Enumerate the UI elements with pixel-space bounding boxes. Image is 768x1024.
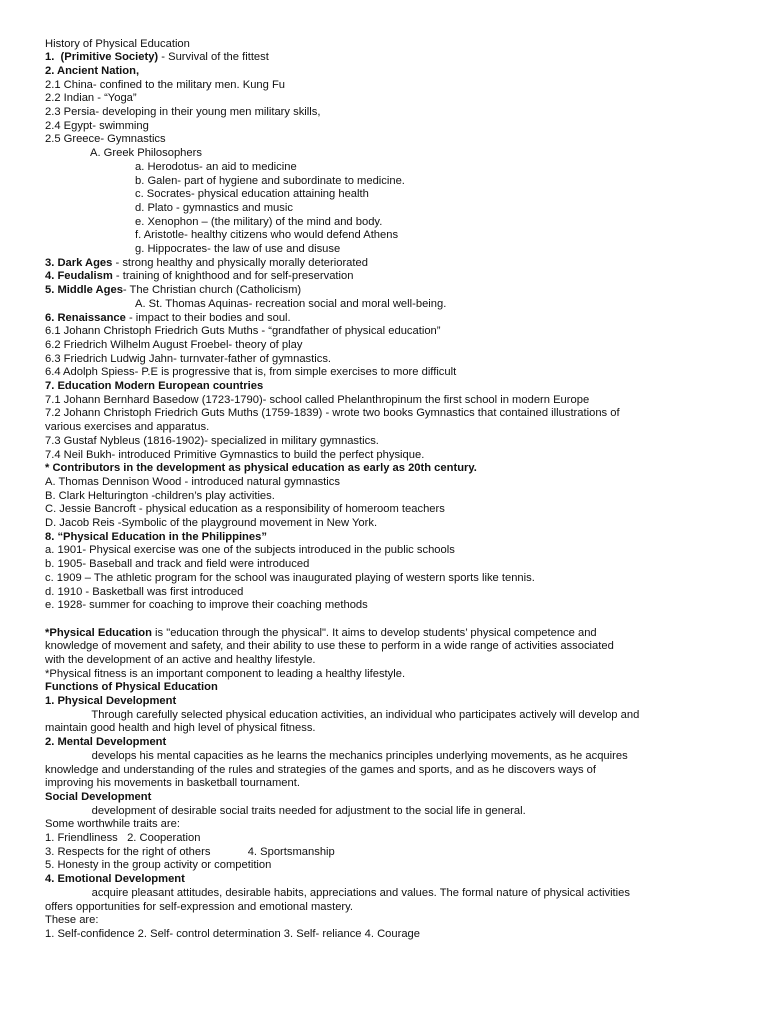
text-line — [45, 832, 728, 846]
text-line — [45, 394, 728, 408]
text-line — [45, 257, 728, 271]
text: *Physical fitness is an important component to leading a healthy lifestyle. — [45, 667, 406, 680]
text: a. Herodotus- an aid to medicine — [135, 160, 297, 173]
text-line — [45, 380, 728, 394]
text-line — [135, 216, 728, 230]
text: 6.2 Friedrich Wilhelm August Froebel- theory of play — [45, 338, 303, 351]
text-line — [45, 654, 728, 668]
text: 3. Respects for the right of others 4. Sportsmanship — [45, 845, 335, 858]
text-line — [45, 709, 728, 723]
text-line — [45, 353, 728, 367]
text-line — [45, 79, 728, 93]
text-line — [135, 243, 728, 257]
bold-text: 5. Middle Ages — [45, 284, 123, 297]
text-line — [45, 805, 728, 819]
text: 6.4 Adolph Spiess- P.E is progressive that is, from simple exercises to more difficult — [45, 366, 457, 379]
text: 2.1 China- confined to the military men. Kung Fu — [45, 78, 286, 91]
text: is "education through the physical". It aims to develop students’ physical competence and — [151, 626, 597, 639]
text: - Survival of the fittest — [158, 51, 269, 64]
text: d. 1910 - Basketball was first introduced — [45, 585, 244, 598]
text-line — [45, 750, 728, 764]
text-line — [45, 859, 728, 873]
text-line — [45, 777, 728, 791]
text: 2.4 Egypt- swimming — [45, 119, 149, 132]
text: 2.2 Indian - “Yoga” — [45, 92, 137, 105]
text-line — [45, 791, 728, 805]
text: knowledge and understanding of the rules and strategies of the games and sports, and as he discovers ways of — [45, 763, 597, 776]
text-line — [45, 92, 728, 106]
text-line — [45, 722, 728, 736]
bold-text: *Physical Education — [45, 626, 152, 639]
text: 7.1 Johann Bernhard Basedow (1723-1790)- school called Phelanthropinum the first school in modern Europe — [45, 393, 590, 406]
text: b. Galen- part of hygiene and subordinate to medicine. — [135, 174, 405, 187]
text: d. Plato - gymnastics and music — [135, 201, 293, 214]
text: develops his mental capacities as he learns the mechanics principles underlying movements, as he acquires — [45, 749, 628, 762]
text: improving his movements in basketball tournament. — [45, 777, 300, 790]
text: D. Jacob Reis -Symbolic of the playground movement in New York. — [45, 517, 378, 529]
text: 7.4 Neil Bukh- introduced Primitive Gymnastics to build the perfect physique. — [45, 448, 425, 461]
text: C. Jessie Bancroft - physical education as a responsibility of homeroom teachers — [45, 503, 445, 516]
text: e. 1928- summer for coaching to improve their coaching methods — [45, 599, 368, 612]
text: g. Hippocrates- the law of use and disuse — [135, 243, 341, 255]
text-line — [45, 599, 728, 613]
text-line — [45, 928, 728, 942]
bold-text: 1. (Primitive Society) — [45, 51, 159, 64]
text-line — [45, 106, 728, 120]
text-line — [135, 298, 728, 312]
text: c. 1909 – The athletic program for the school was inaugurated playing of western sports like tennis. — [45, 571, 535, 584]
bold-text: 2. Ancient Nation, — [45, 64, 140, 77]
text: various exercises and apparatus. — [45, 421, 210, 434]
text: - strong healthy and physically morally deteriorated — [112, 256, 368, 269]
text: c. Socrates- physical education attaining health — [135, 188, 369, 201]
bold-text: 4. Emotional Development — [45, 873, 185, 886]
text-line — [45, 503, 728, 517]
text: 6.1 Johann Christoph Friedrich Guts Muths - “grandfather of physical education” — [45, 325, 441, 338]
text: A. Thomas Dennison Wood - introduced natural gymnastics — [45, 475, 340, 488]
text: - impact to their bodies and soul. — [125, 311, 291, 324]
text: 6.3 Friedrich Ludwig Jahn- turnvater-father of gymnastics. — [45, 352, 332, 365]
bold-text: 2. Mental Development — [45, 736, 167, 749]
text: offers opportunities for self-expression and emotional mastery. — [45, 900, 354, 913]
text-line — [45, 312, 728, 326]
text-line — [45, 544, 728, 558]
text-line — [45, 640, 728, 654]
text: Some worthwhile traits are: — [45, 818, 180, 831]
text-line — [45, 668, 728, 682]
bold-text: 6. Renaissance — [45, 311, 126, 324]
text: - training of knighthood and for self-preservation — [112, 270, 354, 283]
text-line — [45, 873, 728, 887]
text: These are: — [45, 914, 99, 927]
text-line — [45, 695, 728, 709]
text-line — [45, 887, 728, 901]
bold-text: Functions of Physical Education — [45, 681, 218, 694]
text-line — [45, 38, 728, 52]
text-line — [45, 901, 728, 915]
text-line — [45, 818, 728, 832]
text-line — [45, 490, 728, 504]
text-line — [45, 681, 728, 695]
text-line — [45, 764, 728, 778]
text: 7.3 Gustaf Nybleus (1816-1902)- specialized in military gymnastics. — [45, 434, 379, 447]
text-line — [135, 161, 728, 175]
text-line — [135, 202, 728, 216]
text: 2.5 Greece- Gymnastics — [45, 133, 166, 146]
text-line — [45, 914, 728, 928]
text: Through carefully selected physical education activities, an individual who participates actively will develop and — [45, 708, 640, 721]
text: b. 1905- Baseball and track and field were introduced — [45, 558, 310, 571]
text-line — [45, 627, 728, 641]
text-line — [45, 517, 728, 531]
bold-text: 3. Dark Ages — [45, 256, 113, 269]
text-line — [135, 175, 728, 189]
text: with the development of an active and healthy lifestyle. — [45, 653, 316, 666]
bold-text: 8. “Physical Education in the Philippines” — [45, 530, 267, 543]
text-line — [45, 531, 728, 545]
text-line — [45, 284, 728, 298]
text: 2.3 Persia- developing in their young men military skills, — [45, 106, 321, 118]
text-line — [45, 51, 728, 65]
bold-text: 1. Physical Development — [45, 695, 177, 707]
bold-text: 4. Feudalism — [45, 270, 113, 283]
text: development of desirable social traits needed for adjustment to the social life in general. — [45, 804, 526, 817]
text: 5. Honesty in the group activity or competition — [45, 859, 272, 872]
text: 1. Friendliness 2. Cooperation — [45, 832, 201, 844]
text: 1. Self-confidence 2. Self- control determination 3. Self- reliance 4. Courage — [45, 927, 420, 940]
text-line — [45, 846, 728, 860]
text: knowledge of movement and safety, and their ability to use these to perform in a wide range of activities associated — [45, 640, 614, 653]
bold-text: Social Development — [45, 790, 152, 803]
text-line — [45, 65, 728, 79]
text-line — [45, 476, 728, 490]
text-line — [45, 558, 728, 572]
text-line — [90, 147, 728, 161]
text-line — [45, 586, 728, 600]
text-line — [45, 736, 728, 750]
text-line — [45, 339, 728, 353]
text-line — [45, 572, 728, 586]
text-line — [45, 270, 728, 284]
bold-text: 7. Education Modern European countries — [45, 380, 264, 392]
text-line — [45, 325, 728, 339]
text-line — [135, 188, 728, 202]
text: f. Aristotle- healthy citizens who would defend Athens — [135, 229, 399, 242]
text-line — [45, 120, 728, 134]
text: a. 1901- Physical exercise was one of the subjects introduced in the public schools — [45, 544, 455, 557]
text-line — [45, 407, 728, 421]
text: e. Xenophon – (the military) of the mind and body. — [135, 215, 383, 228]
text: acquire pleasant attitudes, desirable habits, appreciations and values. The formal nature of physical activities — [45, 886, 630, 899]
text: 7.2 Johann Christoph Friedrich Guts Muths (1759-1839) - wrote two books Gymnastics that contained illustrations of — [45, 407, 620, 420]
text-line — [45, 462, 728, 476]
text-line — [45, 449, 728, 463]
text-line — [45, 421, 728, 435]
bold-text: * Contributors in the development as physical education as early as 20th century. — [45, 462, 477, 475]
text: - The Christian church (Catholicism) — [122, 284, 302, 297]
text: A. St. Thomas Aquinas- recreation social and moral well-being. — [135, 297, 447, 310]
text-line — [45, 435, 728, 449]
text-line — [45, 133, 728, 147]
text: B. Clark Helturington -children’s play activities. — [45, 489, 275, 502]
text: maintain good health and high level of physical fitness. — [45, 722, 316, 735]
text: A. Greek Philosophers — [90, 147, 202, 160]
text: History of Physical Education — [45, 37, 190, 50]
text-line — [45, 366, 728, 380]
text-line — [135, 229, 728, 243]
